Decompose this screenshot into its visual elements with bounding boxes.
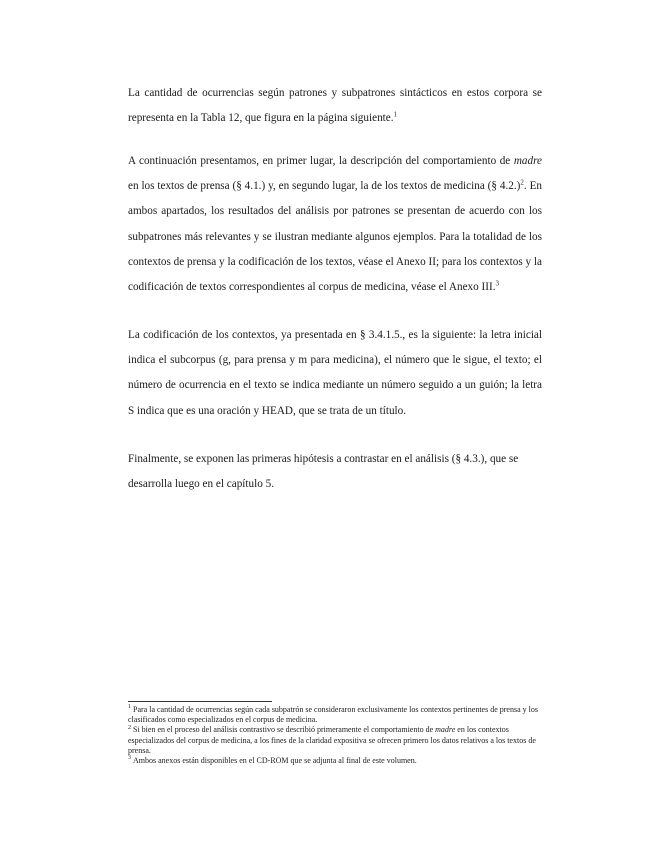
footnote-ref: 1 <box>393 110 398 119</box>
footnote-text: Ambos anexos están disponibles en el CD-ROM que se adjunta al final de este volumen. <box>133 756 417 766</box>
footnotes <box>128 705 542 766</box>
italic-term: madre <box>513 155 542 167</box>
footnote-text: en los contextos especializados del corpus de medicina, a los fines de la claridad expositiva se ofrecen primero los datos relativos a los textos de prensa. <box>128 725 536 755</box>
italic-term: madre <box>435 725 456 735</box>
paragraph-text: . En ambos apartados, los resultados del análisis por patrones se presentan de acuerdo con los subpatrones más relevantes y se ilustran mediante algunos ejemplos. Para la totalidad de los contextos de prensa y la codificación de los textos, véase el Anexo II; para los contextos y la codificación de textos correspondientes al corpus de medicina, véase el Anexo III. <box>128 180 542 294</box>
footnote-2 <box>128 725 542 756</box>
footnote-ref: 2 <box>520 178 524 187</box>
paragraph-table-intro <box>128 81 542 131</box>
paragraph-description <box>128 149 542 300</box>
paragraph-text: La codificación de los contextos, ya presentada en § 3.4.1.5., es la siguiente: la letra inicial indica el subcorpus (g, para prensa y m para medicina), el número que le sigue, el texto; el número de ocurrencia en el texto se indica mediante un número seguido a un guión; la letra S indica que es una oración y HEAD, que se trata de un título. <box>128 329 542 417</box>
footnote-number: 1 <box>128 704 131 711</box>
footnote-text: Para la cantidad de ocurrencias según cada subpatrón se consideraron exclusivamente los contextos pertinentes de prensa y los clasificados como especializados en el corpus de medicina. <box>128 705 538 725</box>
paragraph-text: A continuación presentamos, en primer lugar, la descripción del comportamiento de <box>128 155 514 167</box>
paragraph-text: en los textos de prensa (§ 4.1.) y, en segundo lugar, la de los textos de medicina (§ 4.2.) <box>128 180 521 193</box>
footnote-separator <box>128 701 272 702</box>
paragraph-hypotheses <box>128 447 542 497</box>
paragraph-text: Finalmente, se exponen las primeras hipótesis a contrastar en el análisis (§ 4.3.), que se desarrolla luego en el capítulo 5. <box>128 453 519 491</box>
paragraph-text: La cantidad de ocurrencias según patrones y subpatrones sintácticos en estos corpora se representa en la Tabla 12, que figura en la página siguiente. <box>128 87 542 125</box>
paragraph-coding <box>128 323 542 424</box>
footnote-3 <box>128 756 542 766</box>
footnote-ref: 3 <box>495 279 499 288</box>
footnote-1 <box>128 705 542 725</box>
footnote-number: 2 <box>128 724 131 731</box>
footnote-number: 3 <box>128 755 131 762</box>
footnote-text: Si bien en el proceso del análisis contrastivo se describió primeramente el comportamiento de <box>133 725 436 735</box>
